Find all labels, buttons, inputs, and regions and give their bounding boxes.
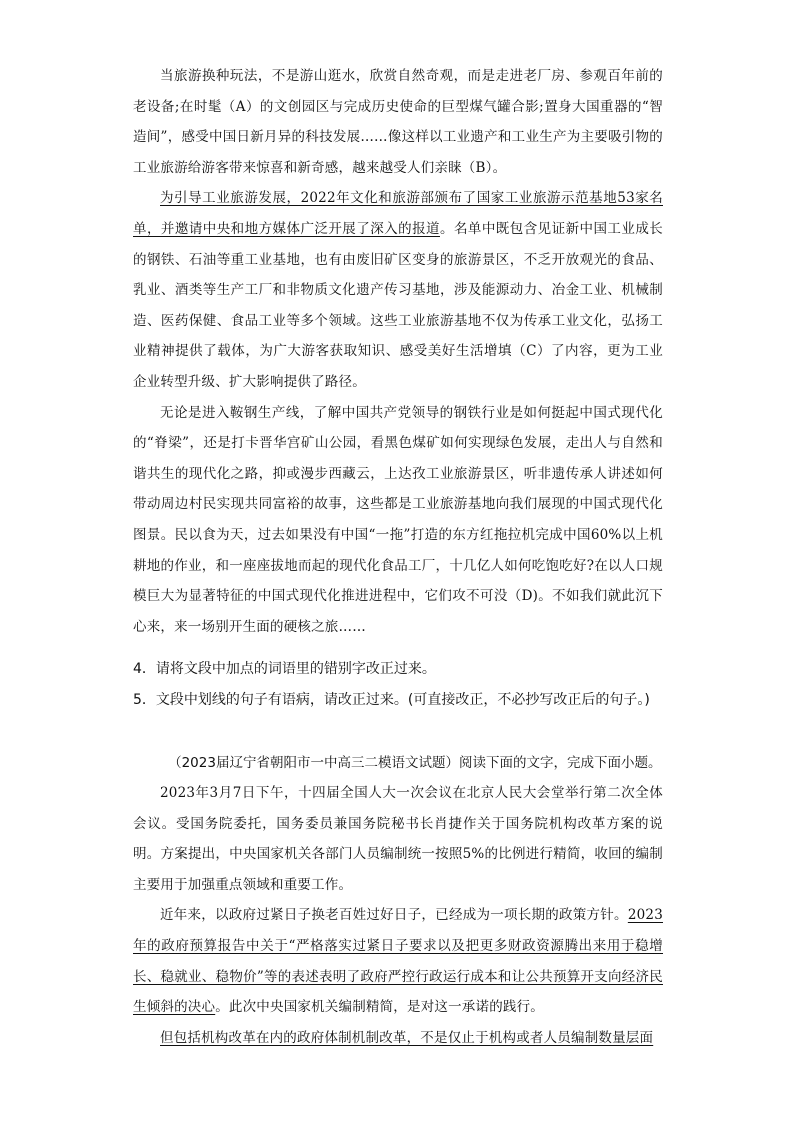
paragraph-text: 。此次中央国家机关编制精简，是对这一承诺的践行。 [215, 999, 545, 1016]
passage-1-paragraph-3 [133, 398, 663, 643]
underlined-sentence: 2023年的政府预算报告中关于“严格落实过紧日子要求以及把更多财政资源腾出来用于稳增长、稳就业、稳物价”等的表述表明了政府严控行政运行成本和让公共预算开支向经济民生倾斜的决心 [133, 907, 663, 1016]
passage-2-paragraph-2 [133, 900, 663, 1022]
underlined-sentence: 为引导工业旅游发展，2022年文化和旅游部颁布了国家工业旅游示范基地53家名单，并邀请中央和地方媒体广泛开展了深入的报道 [133, 190, 663, 237]
passage-2-paragraph-1 [133, 778, 663, 900]
paragraph-text: 当旅游换种玩法，不是游山逛水，欣赏自然奇观，而是走进老厂房、参观百年前的老设备;在时髦（A）的文创园区与完成历史使命的巨型煤气罐合影;置身大国重器的“智造间”，感受中国日新月异的科技发展……像这样以工业遗产和工业生产为主要吸引物的工业旅游给游客带来惊喜和新奇感，越来越受人们亲睐（B）。 [133, 68, 663, 176]
passage-2-paragraph-3 [133, 1023, 663, 1054]
passage-2-intro: （2023届辽宁省朝阳市一中高三二模语文试题）阅读下面的文字，完成下面小题。 [168, 755, 662, 771]
paragraph-text: 。名单中既包含见证新中国工业成长的钢铁、石油等重工业基地，也有由废旧矿区变身的旅游景区，不乏开放观光的食品、乳业、酒类等生产工厂和非物质文化遗产传习基地，涉及能源动力、冶金工业、机械制造、医药保健、食品工业等多个领域。这些工业旅游基地不仅为传承工业文化，弘扬工业精神提供了载体，为广大游客获取知识、感受美好生活增填（C）了内容，更为工业企业转型升级、扩大影响提供了路径。 [133, 220, 663, 390]
paragraph-text: 无论是进入鞍钢生产线，了解中国共产党领导的钢铁行业是如何挺起中国式现代化的“脊梁”，还是打卡晋华宫矿山公园，看黑色煤矿如何实现绿色发展，走出人与自然和谐共生的现代化之路，抑或漫步西藏云，上达孜工业旅游景区，听非遗传承人讲述如何带动周边村民实现共同富裕的故事，这些都是工业旅游基地向我们展现的中国式现代化图景。民以食为天，过去如果没有中国“一拖”打造的东方红拖拉机完成中国60%以上机耕地的作业，和一座座拔地而起的现代化食品工厂，十几亿人如何吃饱吃好?在以人口规模巨大为显著特征的中国式现代化推进进程中，它们攻不可没（D)。不如我们就此沉下心来，来一场别开生面的硬核之旅…… [133, 404, 663, 635]
paragraph-text: 近年来，以政府过紧日子换老百姓过好日子，已经成为一项长期的政策方针。 [160, 907, 628, 924]
question-4: 4．请将文段中加点的词语里的错别字改正过来。 [133, 661, 436, 677]
paragraph-text: 2023年3月7日下午，十四届全国人大一次会议在北京人民大会堂举行第二次全体会议。受国务院委托，国务委员兼国务院秘书长肖捷作关于国务院机构改革方案的说明。方案提出，中央国家机关各部门人员编制统一按照5%的比例进行精简，收回的编制主要用于加强重点领域和重要工作。 [133, 785, 663, 893]
passage-1-paragraph-1 [133, 61, 663, 183]
passage-1 [133, 61, 663, 642]
passage-2 [133, 778, 663, 1053]
underlined-sentence: 但包括机构改革在内的政府体制机制改革，不是仅止于机构或者人员编制数量层面 [160, 1029, 654, 1046]
question-5: 5．文段中划线的句子有语病，请改正过来。(可直接改正，不必抄写改正后的句子。) [133, 692, 650, 708]
passage-1-paragraph-2 [133, 183, 663, 397]
